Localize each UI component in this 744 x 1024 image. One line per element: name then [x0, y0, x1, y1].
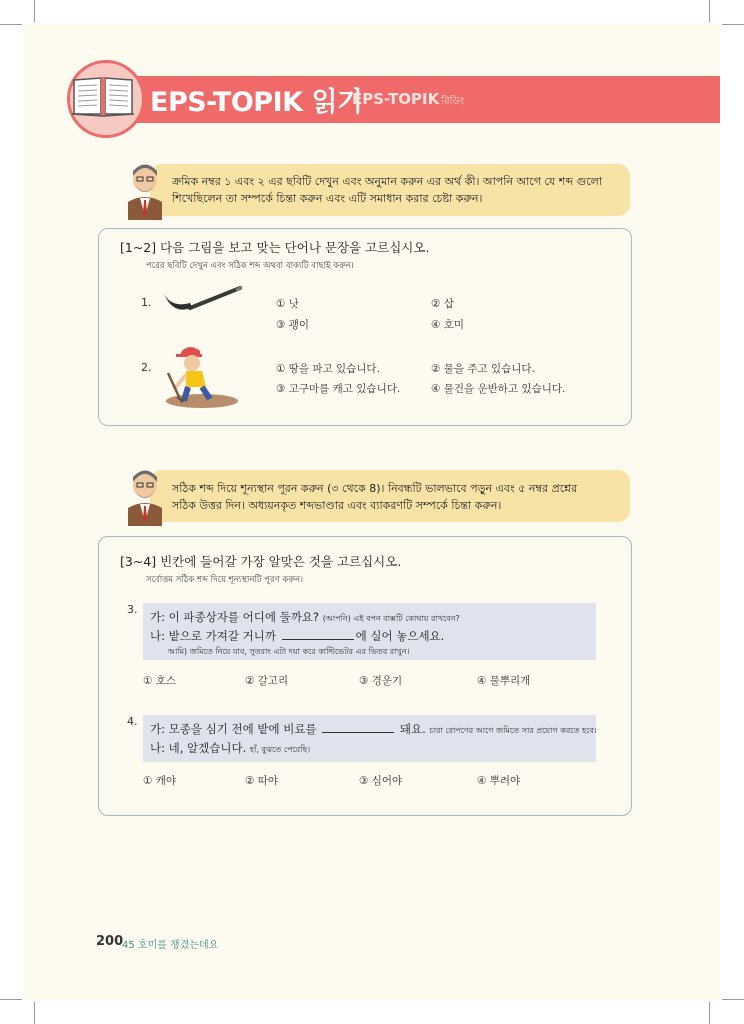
- section-subheading: সর্বোত্তম সঠিক শব্দ দিয়ে শূন্যস্থানটি পূরণ করুন।: [146, 575, 304, 585]
- dialog-line: 나: 네, 알겠습니다. হাঁ, বুঝতে পেরেছি।: [150, 741, 311, 755]
- page-number: 200: [96, 934, 124, 949]
- answer-option[interactable]: ③ 괭이: [276, 319, 310, 331]
- man-digging-icon: [160, 343, 240, 409]
- question-number: 2.: [141, 361, 152, 374]
- answer-option[interactable]: ③ 심어야: [359, 775, 403, 787]
- answer-option[interactable]: ④ 물건을 운반하고 있습니다.: [431, 383, 566, 395]
- teacher-icon: [120, 464, 170, 526]
- answer-option[interactable]: ④ 호미: [431, 319, 465, 331]
- chapter-title: 45 호미를 챙겼는데요: [122, 940, 219, 951]
- answer-option[interactable]: ② 갈고리: [245, 675, 289, 687]
- crop-mark: [34, 1002, 35, 1024]
- instruction-line: শিখেছিলেন তা সম্পর্কে চিন্তা করুন এবং এটি সমাধান করার চেষ্টা করুন।: [172, 192, 483, 205]
- answer-option[interactable]: ① 캐야: [143, 775, 177, 787]
- instruction-line: ক্রমিক নম্বর ১ এবং ২ এর ছবিটি দেখুন এবং অনুমান করুন এর অর্থ কী। আপনি আগে যে শব্দ গুলো: [172, 175, 603, 188]
- answer-blank: [322, 722, 394, 733]
- dialog-translation: আমি) জমিতে নিয়ে যাব, সুতরাং এটা দয়া করে কাল্টিভেটর এর ভিতর রাখুন।: [168, 647, 410, 656]
- instruction-line: সঠিক উত্তর দিন। অধ্যয়নকৃত শব্দভাণ্ডার এবং ব্যাকরণটি সম্পর্কে চিন্তা করুন।: [172, 499, 502, 512]
- dialog-line: 나: 밭으로 가져갈 거니까 에 실어 놓으세요.: [150, 629, 445, 643]
- crop-mark: [722, 24, 744, 25]
- crop-mark: [34, 0, 35, 22]
- dialog-line: 가: 이 파종상자를 어디에 둘까요? (আপনি) এই বপন বাক্সটি কোথায় রাখবেন?: [150, 610, 460, 624]
- crop-mark: [709, 0, 710, 22]
- answer-option[interactable]: ① 땅을 파고 있습니다.: [276, 363, 380, 375]
- answer-option[interactable]: ③ 고구마를 캐고 있습니다.: [276, 383, 401, 395]
- answer-option[interactable]: ④ 뿌려야: [477, 775, 521, 787]
- question-number: 1.: [141, 296, 152, 309]
- teacher-icon: [120, 158, 170, 220]
- crop-mark: [0, 999, 22, 1000]
- page-title: EPS-TOPIK 읽기: [150, 87, 363, 118]
- answer-option[interactable]: ② 물을 주고 있습니다.: [431, 363, 535, 375]
- answer-blank: [282, 629, 354, 640]
- answer-option[interactable]: ② 따야: [245, 775, 279, 787]
- answer-option[interactable]: ① 호스: [143, 675, 177, 687]
- answer-option[interactable]: ① 낫: [276, 298, 299, 310]
- section-subheading: পরের ছবিটি দেখুন এবং সঠিক শব্দ অথবা বাক্যটি বাছাই করুন।: [146, 261, 354, 271]
- page-subtitle: EPS-TOPIK রিডিং: [352, 90, 465, 108]
- hoe-tool-icon: [160, 282, 246, 316]
- answer-option[interactable]: ④ 물뿌리개: [477, 675, 531, 687]
- answer-option[interactable]: ③ 경운기: [359, 675, 403, 687]
- answer-option[interactable]: ② 삽: [431, 298, 454, 310]
- question-number: 4.: [127, 715, 138, 728]
- section-heading: [3~4] 빈칸에 들어갈 가장 알맞은 것을 고르십시오.: [120, 554, 402, 569]
- question-number: 3.: [127, 603, 138, 616]
- crop-mark: [709, 1002, 710, 1024]
- instruction-text: [172, 480, 577, 514]
- crop-mark: [722, 999, 744, 1000]
- open-book-icon: [70, 72, 136, 118]
- instruction-line: সঠিক শব্দ দিয়ে শূন্যস্থান পূরন করুন (৩ থেকে 8)। নিবন্ধটি ভালভাবে পড়ুন এবং ৫ নম্বর প্রশ্নের: [172, 482, 578, 495]
- instruction-text: [172, 173, 602, 207]
- dialog-line: 가: 모종을 심기 전에 밭에 비료를 돼요. চারা রোপণের আগে জমিতে সার প্রয়োগ করতে হবে।: [150, 722, 597, 736]
- crop-mark: [0, 24, 22, 25]
- page-subtitle-small: রিডিং: [441, 96, 465, 107]
- section-heading: [1~2] 다음 그림을 보고 맞는 단어나 문장을 고르십시오.: [120, 240, 430, 255]
